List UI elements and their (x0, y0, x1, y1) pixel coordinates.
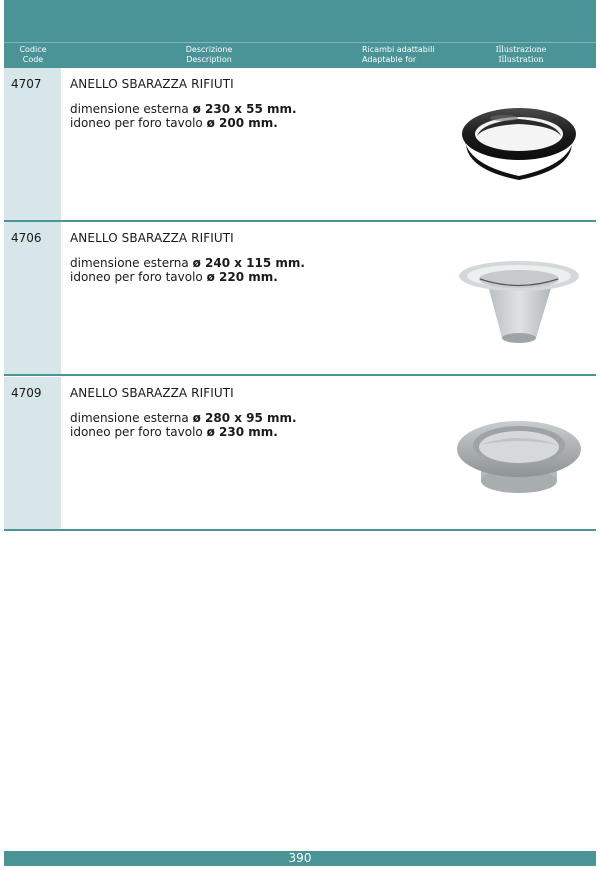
funnel-ring-image (444, 246, 594, 356)
product-code: 4707 (11, 77, 42, 91)
product-code: 4709 (11, 386, 42, 400)
header-description: Descrizione Description (185, 45, 233, 64)
grey-ring-image (444, 401, 594, 511)
product-title: ANELLO SBARAZZA RIFIUTI (70, 231, 234, 245)
page-number: 390 (288, 851, 312, 865)
product-row (4, 68, 596, 222)
header-illustration: Illustrazione Illustration (495, 45, 547, 64)
product-title: ANELLO SBARAZZA RIFIUTI (70, 77, 234, 91)
product-row (4, 222, 596, 376)
product-spec: dimensione esterna ø 230 x 55 mm. idoneo per foro tavolo ø 200 mm. (70, 102, 297, 130)
product-spec: dimensione esterna ø 240 x 115 mm. idoneo per foro tavolo ø 220 mm. (70, 256, 305, 284)
product-row (4, 377, 596, 531)
code-cell (4, 222, 61, 374)
product-code: 4706 (11, 231, 42, 245)
page-footer (4, 851, 596, 866)
code-cell (4, 68, 61, 220)
product-title: ANELLO SBARAZZA RIFIUTI (70, 386, 234, 400)
table-header (4, 42, 596, 68)
header-code: Codice Code (19, 45, 47, 64)
black-ring-image (444, 92, 594, 202)
top-banner (4, 0, 596, 42)
header-adaptable: Ricambi adattabili Adaptable for (362, 45, 435, 64)
code-cell (4, 377, 61, 529)
product-spec: dimensione esterna ø 280 x 95 mm. idoneo per foro tavolo ø 230 mm. (70, 411, 297, 439)
